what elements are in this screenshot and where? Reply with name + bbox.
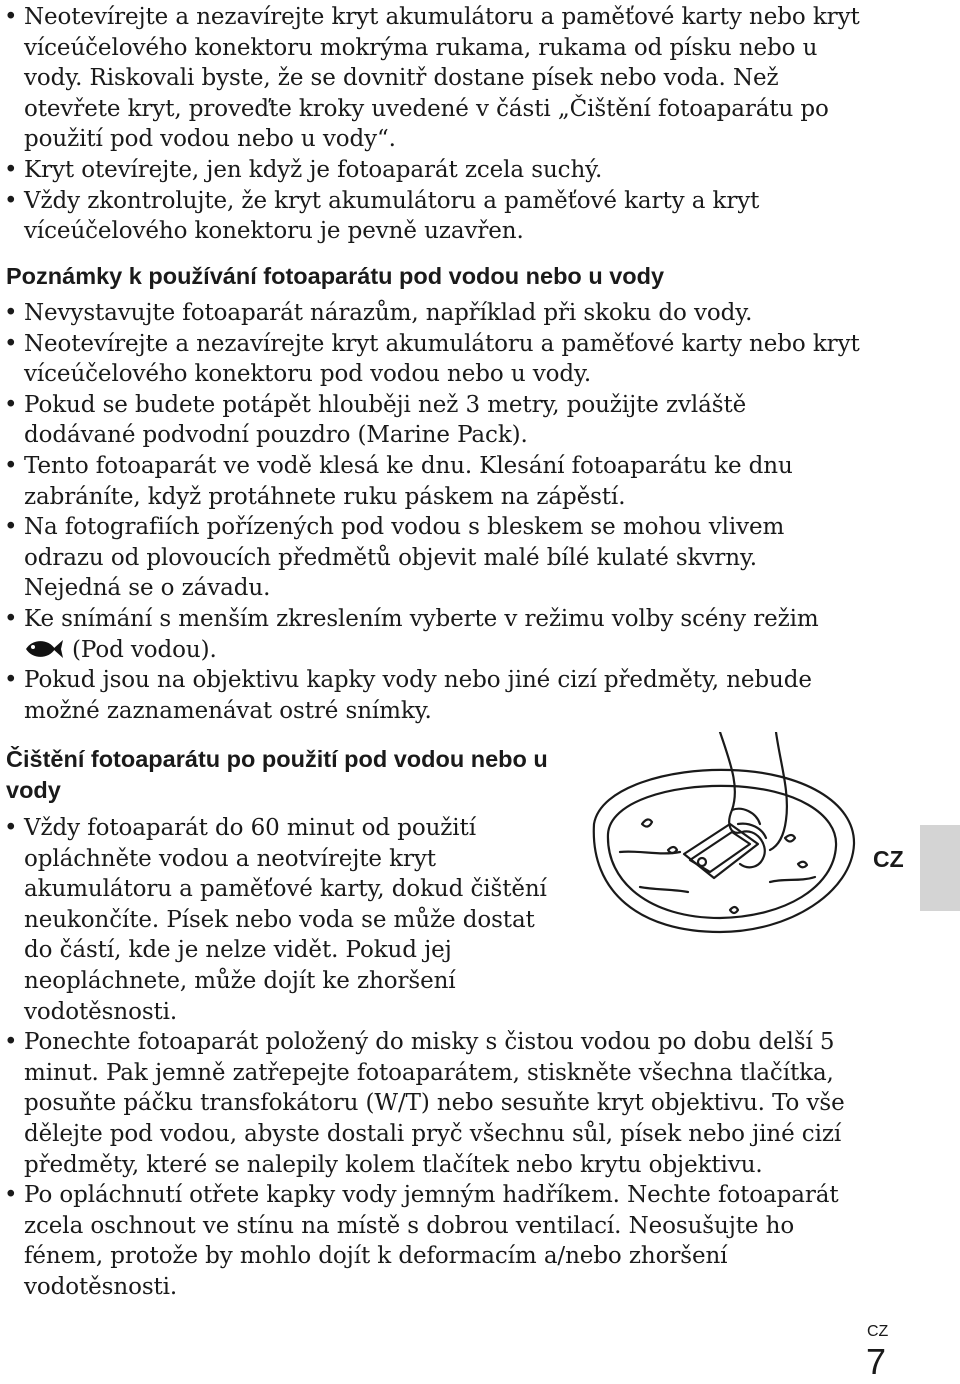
list-item: • Tento fotoaparát ve vodě klesá ke dnu. Klesání fotoaparátu ke dnu zabráníte, když protáhnete ruku páskem na zápěstí.	[0, 451, 860, 512]
underwater-notes-list	[0, 298, 860, 726]
list-item: • Na fotografiích pořízených pod vodou s bleskem se mohou vlivem odrazu od plovoucích předmětů objevit malé bílé kulaté skvrny. Nejedná se o závadu.	[0, 512, 860, 604]
list-item: • Nevystavujte fotoaparát nárazům, například při skoku do vody.	[0, 298, 860, 329]
language-tab-label: CZ	[873, 846, 904, 872]
list-item: • Vždy fotoaparát do 60 minut od použití opláchněte vodou a neotvírejte kryt akumulátoru a paměťové karty, dokud čištění neukončíte. Písek nebo voda se může dostat do částí, kde je nelze vidět. Pokud jej neopláchnete, může dojít ke zhoršení vodotěsnosti.	[0, 813, 564, 1027]
list-item: • Vždy zkontrolujte, že kryt akumulátoru a paměťové karty a kryt víceúčelového konektoru je pevně uzavřen.	[0, 186, 860, 247]
list-item: • Pokud jsou na objektivu kapky vody nebo jiné cizí předměty, nebude možné zaznamenávat ostré snímky.	[0, 665, 860, 726]
list-item: • Pokud se budete potápět hlouběji než 3 metry, použijte zvláště dodávané podvodní pouzdro (Marine Pack).	[0, 390, 860, 451]
list-item: • Neotevírejte a nezavírejte kryt akumulátoru a paměťové karty nebo kryt víceúčelového konektoru pod vodou nebo u vody.	[0, 329, 860, 390]
page-number: 7	[866, 1341, 887, 1382]
list-item: • Ponechte fotoaparát položený do misky s čistou vodou po dobu delší 5 minut. Pak jemně zatřepejte fotoaparátem, stiskněte všechna tlačítka, posuňte páčku transfokátoru (W/T) nebo sesuňte kryt objektivu. To vše dělejte pod vodou, abyste dostali pryč všechnu sůl, písek nebo jiné cizí předměty, které se nalepily kolem tlačítek nebo krytu objektivu.	[0, 1027, 860, 1180]
list-item-scene-mode	[0, 604, 860, 665]
scene-mode-text: Ke snímání s menším zkreslením vyberte v režimu volby scény režim	[24, 605, 819, 632]
washing-camera-illustration	[580, 732, 860, 982]
list-item: • Po opláchnutí otřete kapky vody jemným hadříkem. Nechte fotoaparát zcela oschnout ve stínu na místě s dobrou ventilací. Neosušujte ho fénem, protože by mohlo dojít k deformacím a/nebo zhoršení vodotěsnosti.	[0, 1180, 860, 1302]
section-heading-underwater-notes: Poznámky k používání fotoaparátu pod vodou nebo u vody	[6, 263, 665, 289]
fish-icon	[24, 638, 64, 660]
scene-mode-label: (Pod vodou).	[72, 636, 217, 663]
list-item: • Neotevírejte a nezavírejte kryt akumulátoru a paměťové karty nebo kryt víceúčelového konektoru mokrýma rukama, rukama od písku nebo u vody. Riskovali byste, že se dovnitř dostane písek nebo voda. Než otevřete kryt, proveďte kroky uvedené v části „Čištění fotoaparátu po použití pod vodou nebo u vody“.	[0, 2, 860, 155]
precautions-list	[0, 2, 860, 247]
section-heading-cleaning: Čištění fotoaparátu po použití pod vodou nebo u vody	[6, 746, 548, 803]
footer-language-code: CZ	[867, 1323, 889, 1340]
language-tab	[920, 825, 960, 911]
list-item: • Kryt otevírejte, jen když je fotoaparát zcela suchý.	[0, 155, 860, 186]
